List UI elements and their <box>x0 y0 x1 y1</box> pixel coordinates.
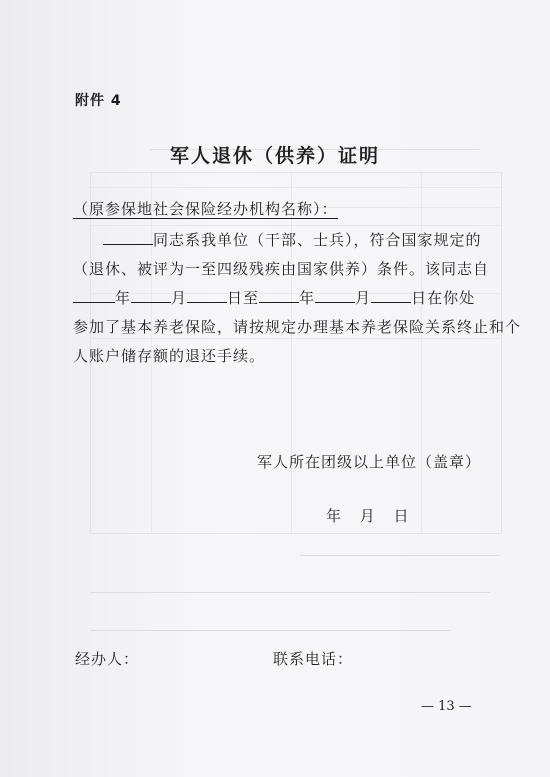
year2-label: 年 <box>299 289 316 307</box>
date-line: 年 月 日 <box>326 507 410 525</box>
year-blank <box>73 288 115 303</box>
body-line-2: （退休、被评为一至四级残疾由国家供养）条件。该同志自 <box>73 260 490 278</box>
month-blank <box>131 288 171 303</box>
body-line-5: 人账户储存额的退还手续。 <box>73 347 266 365</box>
bleed-through-line <box>90 630 450 631</box>
year2-blank <box>259 288 299 303</box>
document-title: 军人退休（供养）证明 <box>169 145 380 167</box>
body-line-1 <box>73 229 482 250</box>
day2-blank <box>371 288 411 303</box>
phone-label: 联系电话： <box>273 650 354 668</box>
end-label: 日在你处 <box>411 289 476 307</box>
body-line-4: 参加了基本养老保险，请按规定办理基本养老保险关系终止和个 <box>73 318 522 336</box>
addressee-line <box>73 198 338 219</box>
year-label: 年 <box>115 289 132 307</box>
month2-blank <box>315 288 355 303</box>
month2-label: 月 <box>355 289 372 307</box>
handler-label: 经办人： <box>75 650 140 668</box>
day-to-label: 日至 <box>227 289 260 307</box>
bleed-through-line <box>90 592 490 593</box>
page-number: — 13 — <box>421 699 472 714</box>
month-label: 月 <box>171 289 188 307</box>
addressee-text: （原参保地社会保险经办机构名称）： <box>73 200 338 218</box>
body-text-1: 同志系我单位（干部、士兵），符合国家规定的 <box>153 231 482 249</box>
bleed-through-line <box>300 555 500 556</box>
body-line-3 <box>73 287 475 308</box>
day-blank <box>187 288 227 303</box>
unit-seal-line: 军人所在团级以上单位（盖章） <box>257 453 482 471</box>
annex-label: 附件 4 <box>75 93 122 109</box>
name-blank <box>103 230 153 245</box>
